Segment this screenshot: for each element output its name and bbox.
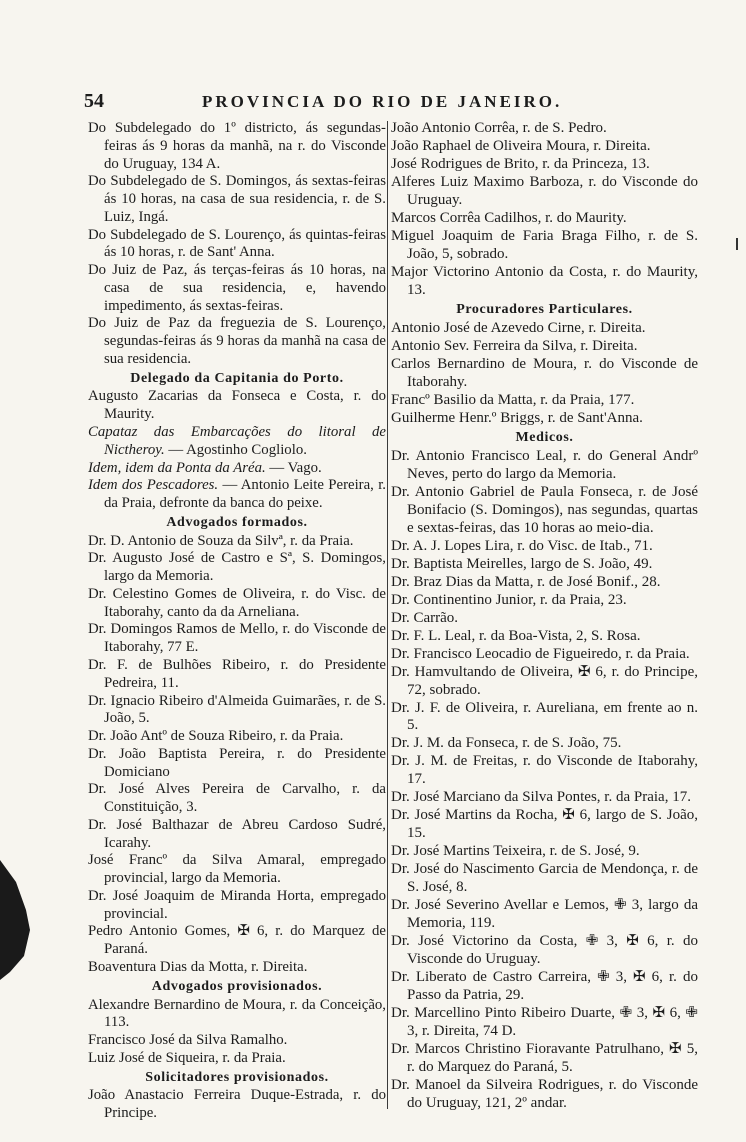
list-entry: Dr. José Martins Teixeira, r. de S. José, 9. (391, 843, 640, 860)
list-entry: Carlos Bernardino de Moura, r. do Visconde de Itaborahy. (391, 355, 698, 390)
list-entry: Pedro Antonio Gomes, ✠ 6, r. do Marquez de Paraná. (88, 923, 386, 958)
column-divider (387, 121, 388, 1109)
list-entry: Antonio José de Azevedo Cirne, r. Direita. (391, 319, 646, 336)
list-entry: Do Juiz de Paz da freguezia de S. Lourenço, segundas-feiras ás 9 horas da manhã na casa de sua residencia. (88, 315, 386, 367)
left-column (88, 120, 386, 1123)
section-heading: Medicos. (515, 429, 574, 445)
list-entry: Dr. Francisco Leocadio de Figueiredo, r. da Praia. (391, 645, 690, 662)
list-entry: Alferes Luiz Maximo Barboza, r. do Visconde do Uruguay. (391, 173, 698, 208)
list-entry: Dr. Augusto José de Castro e Sª, S. Domingos, largo da Memoria. (88, 550, 386, 585)
list-entry: Dr. D. Antonio de Souza da Silvª, r. da Praia. (88, 532, 354, 549)
list-entry: Major Victorino Antonio da Costa, r. do Maurity, 13. (391, 263, 698, 298)
entry-title: Idem, idem da Ponta da Aréa. (88, 459, 266, 476)
list-entry: Dr. José Severino Avellar e Lemos, ✙ 3, largo da Memoria, 119. (391, 897, 698, 932)
list-entry: Dr. José Alves Pereira de Carvalho, r. da Constituição, 3. (88, 781, 386, 816)
entry-title: Idem dos Pescadores. (88, 477, 219, 494)
list-entry: Dr. José Marciano da Silva Pontes, r. da Praia, 17. (391, 789, 691, 806)
list-entry: Antonio Sev. Ferreira da Silva, r. Direita. (391, 337, 638, 354)
list-entry: Dr. Baptista Meirelles, largo de S. João, 49. (391, 555, 653, 572)
list-entry: Dr. Continentino Junior, r. da Praia, 23. (391, 591, 627, 608)
entry-text: — Agostinho Cogliolo. (164, 441, 307, 458)
list-entry: Luiz José de Siqueira, r. da Praia. (88, 1049, 286, 1066)
list-entry (88, 424, 386, 460)
entry-text: — Vago. (265, 459, 322, 476)
list-entry: Dr. João Baptista Pereira, r. do Presidente Domiciano (88, 745, 386, 780)
list-entry: Alexandre Bernardino de Moura, r. da Conceição, 113. (88, 996, 386, 1031)
list-entry: Dr. Celestino Gomes de Oliveira, r. do Visc. de Itaborahy, canto da da Arneliana. (88, 585, 386, 620)
list-entry: Dr. Carrão. (391, 609, 459, 626)
list-entry: Marcos Corrêa Cadilhos, r. do Maurity. (391, 209, 627, 226)
list-entry: Dr. José Joaquim de Miranda Horta, empregado provincial. (88, 887, 386, 922)
list-entry: Dr. J. F. de Oliveira, r. Aureliana, em frente ao n. 5. (391, 699, 698, 734)
list-entry: Guilherme Henr.º Briggs, r. de Sant'Anna. (391, 409, 643, 426)
list-entry: José Rodrigues de Brito, r. da Princeza, 13. (391, 155, 650, 172)
entry-title: Capataz das Embarcações do litoral de Nictheroy. (88, 424, 386, 458)
list-entry: João Antonio Corrêa, r. de S. Pedro. (391, 120, 607, 136)
list-entry: Dr. Domingos Ramos de Mello, r. do Visconde de Itaborahy, 77 E. (88, 621, 386, 656)
list-entry (88, 460, 386, 478)
list-entry: Do Subdelegado do 1º districto, ás segundas-feiras ás 9 horas da manhã, na r. do Visconde do Uruguay, 134 A. (88, 120, 386, 172)
list-entry: Dr. José do Nascimento Garcia de Mendonça, r. de S. José, 8. (391, 861, 698, 896)
section-heading: Procuradores Particulares. (456, 301, 633, 317)
list-entry: Dr. Hamvultando de Oliveira, ✠ 6, r. do Principe, 72, sobrado. (391, 663, 698, 698)
list-entry: Do Subdelegado de S. Lourenço, ás quintas-feiras ás 10 horas, r. de Sant' Anna. (88, 226, 386, 261)
list-entry: Dr. A. J. Lopes Lira, r. do Visc. de Itab., 71. (391, 537, 653, 554)
list-entry: Dr. Ignacio Ribeiro d'Almeida Guimarães, r. de S. João, 5. (88, 692, 386, 727)
section-heading: Solicitadores provisionados. (145, 1069, 329, 1085)
list-entry: José Francº da Silva Amaral, empregado provincial, largo da Memoria. (88, 852, 386, 887)
section-heading: Delegado da Capitania do Porto. (130, 370, 344, 386)
list-entry: Do Juiz de Paz, ás terças-feiras ás 10 horas, na casa de sua residencia, e, havendo impedimento, ás sextas-feiras. (88, 262, 386, 314)
list-entry: Dr. F. de Bulhões Ribeiro, r. do Presidente Pedreira, 11. (88, 656, 386, 691)
list-entry: Dr. Marcellino Pinto Ribeiro Duarte, ✙ 3, ✠ 6, ✙ 3, r. Direita, 74 D. (391, 1005, 698, 1040)
list-entry: Dr. Liberato de Castro Carreira, ✙ 3, ✠ 6, r. do Passo da Patria, 29. (391, 969, 698, 1004)
margin-mark (735, 238, 739, 250)
list-entry: Dr. Antonio Francisco Leal, r. do General Andrº Neves, perto do largo da Memoria. (391, 447, 698, 482)
list-entry: Francisco José da Silva Ramalho. (88, 1032, 288, 1049)
section-heading: Advogados provisionados. (151, 978, 323, 994)
list-entry: Dr. José Balthazar de Abreu Cardoso Sudré, Icarahy. (88, 816, 386, 851)
list-entry: Augusto Zacarias da Fonseca e Costa, r. do Maurity. (88, 388, 386, 423)
right-column (391, 120, 698, 1113)
list-entry: Dr. José Victorino da Costa, ✙ 3, ✠ 6, r. do Visconde do Uruguay. (391, 933, 698, 968)
list-entry: João Anastacio Ferreira Duque-Estrada, r. do Principe. (88, 1087, 386, 1122)
list-entry: Miguel Joaquim de Faria Braga Filho, r. de S. João, 5, sobrado. (391, 227, 698, 262)
list-entry (88, 477, 386, 513)
list-entry: Dr. Braz Dias da Matta, r. de José Bonif., 28. (391, 573, 661, 590)
list-entry: Boaventura Dias da Motta, r. Direita. (88, 958, 308, 975)
page-number: 54 (84, 90, 104, 112)
list-entry: Dr. Manoel da Silveira Rodrigues, r. do Visconde do Uruguay, 121, 2º andar. (391, 1077, 698, 1112)
entry-text: — Antonio Leite Pereira, r. da Praia, defronte da banca do peixe. (104, 477, 387, 512)
list-entry: Dr. José Martins da Rocha, ✠ 6, largo de S. João, 15. (391, 807, 698, 842)
page-title: PROVINCIA DO RIO DE JANEIRO. (202, 92, 563, 111)
ink-blot-mark (0, 860, 34, 980)
list-entry: Do Subdelegado de S. Domingos, ás sextas-feiras ás 10 horas, na casa de sua residencia, r. de S. Luiz, Ingá. (88, 173, 386, 225)
list-entry: Francº Basilio da Matta, r. da Praia, 177. (391, 391, 635, 408)
list-entry: Dr. João Antº de Souza Ribeiro, r. da Praia. (88, 728, 344, 745)
list-entry: Dr. J. M. de Freitas, r. do Visconde de Itaborahy, 17. (391, 753, 698, 788)
list-entry: Dr. J. M. da Fonseca, r. de S. João, 75. (391, 735, 622, 752)
list-entry: Dr. F. L. Leal, r. da Boa-Vista, 2, S. Rosa. (391, 627, 641, 644)
list-entry: Dr. Antonio Gabriel de Paula Fonseca, r. de José Bonifacio (S. Domingos), nas segundas, quartas e sextas-feiras, das 10 horas ao meio-dia. (391, 483, 698, 536)
list-entry: João Raphael de Oliveira Moura, r. Direita. (391, 137, 651, 154)
section-heading: Advogados formados. (166, 514, 308, 530)
page-header (84, 90, 644, 114)
list-entry: Dr. Marcos Christino Fioravante Patrulhano, ✠ 5, r. do Marquez do Paraná, 5. (391, 1041, 698, 1076)
